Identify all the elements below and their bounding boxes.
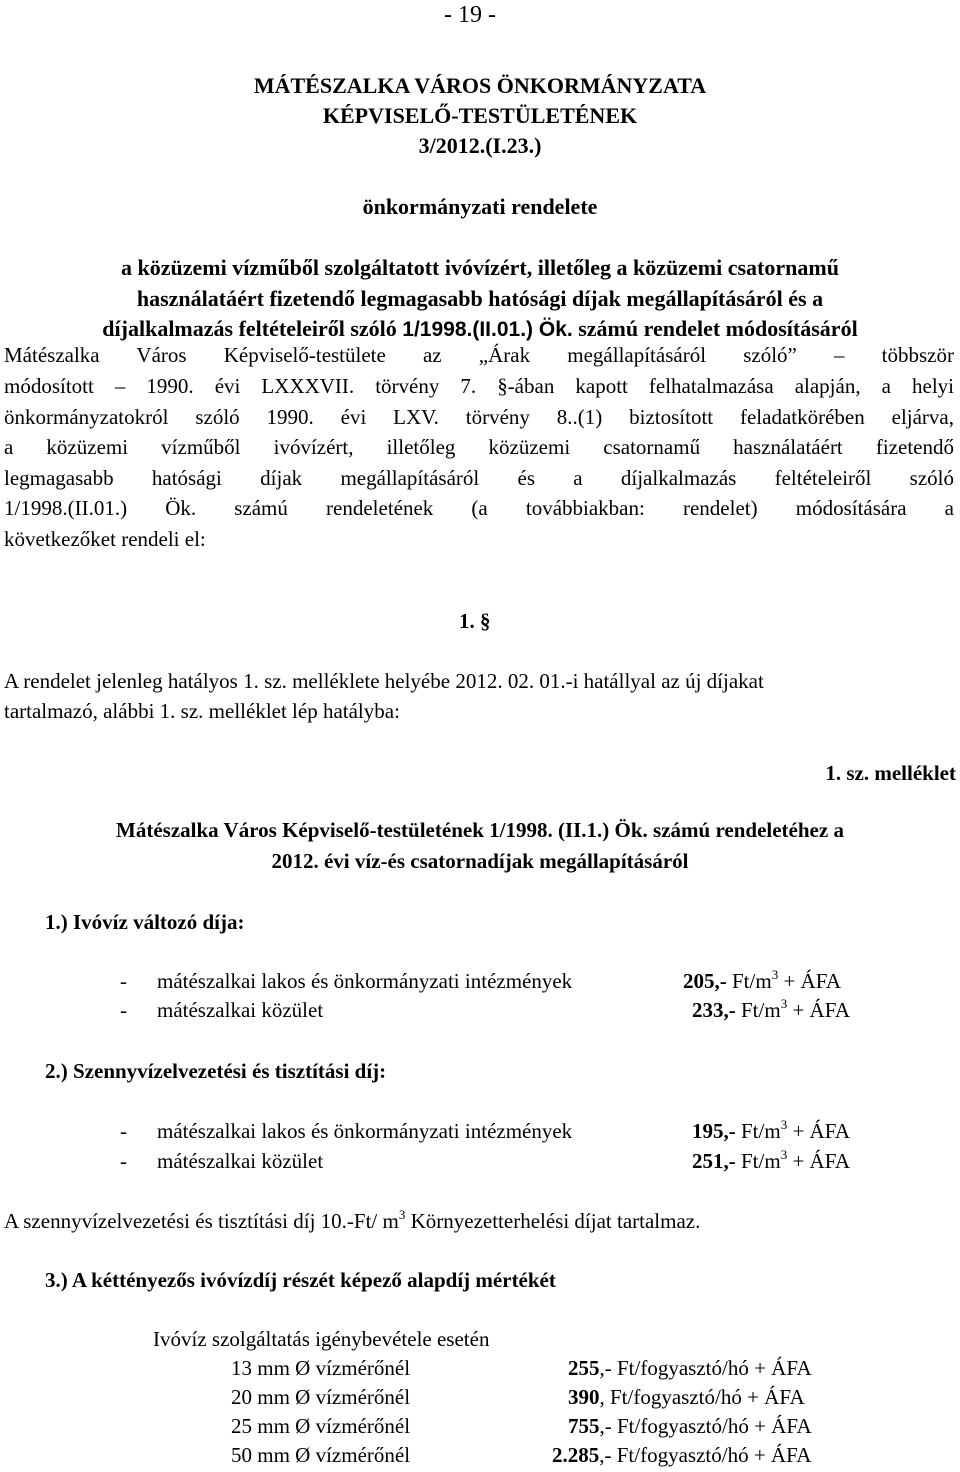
header-line-number: 3/2012.(I.23.) bbox=[418, 133, 542, 158]
base-fee-heading: 3.) A kéttényezős ivóvízdíj részét képező alapdíj mértékét bbox=[45, 1268, 556, 1292]
base-fee-row-4-value: 2.285 bbox=[552, 1443, 600, 1467]
drinking-water-item-2-price bbox=[692, 998, 850, 1023]
sewage-item-2-label: mátészalkai közület bbox=[157, 1149, 324, 1173]
sewage-item-1-sup: 3 bbox=[780, 1117, 788, 1132]
section-number: 1. § bbox=[459, 609, 491, 633]
drinking-water-item-2-dash: - bbox=[120, 998, 127, 1022]
drinking-water-item-1-sup: 3 bbox=[771, 967, 779, 982]
decree-subject-line-3 bbox=[0, 316, 960, 342]
drinking-water-item-2-value: 233,- bbox=[692, 998, 736, 1022]
sewage-item-1-label: mátészalkai lakos és önkormányzati intézmények bbox=[157, 1119, 573, 1143]
drinking-water-item-2-sup: 3 bbox=[780, 996, 788, 1011]
base-fee-row-4-price bbox=[552, 1443, 811, 1468]
drinking-water-item-2-unit: Ft/m bbox=[735, 998, 781, 1022]
base-fee-row-3-rest: ,- Ft/fogyasztó/hó + ÁFA bbox=[599, 1414, 812, 1438]
sewage-item-2-price bbox=[692, 1149, 850, 1174]
preamble-line-2: módosított – 1990. évi LXXXVII. törvény 7. §-ában kapott felhatalmazása alapján, a helyi bbox=[4, 374, 954, 398]
sewage-note-sup: 3 bbox=[398, 1207, 406, 1222]
section-text-line-2: tartalmazó, alábbi 1. sz. melléklet lép hatályba: bbox=[4, 699, 400, 723]
base-fee-row-1-rest: ,- Ft/fogyasztó/hó + ÁFA bbox=[599, 1356, 812, 1380]
subject-3-part-b: 1/1998.(II.01.) Ök. bbox=[402, 318, 573, 341]
decree-subject-line-1: a közüzemi vízműből szolgáltatott ivóvízért, illetőleg a közüzemi csatornamű bbox=[121, 255, 839, 280]
sewage-item-1-unit: Ft/m bbox=[735, 1119, 781, 1143]
sewage-note-part-b: Környezetterhelési díjat tartalmaz. bbox=[405, 1209, 701, 1233]
drinking-water-item-1-value: 205,- bbox=[683, 969, 727, 993]
sewage-note-part-a: A szennyvízelvezetési és tisztítási díj 10.-Ft/ m bbox=[4, 1209, 399, 1233]
preamble-line-6: 1/1998.(II.01.) Ök. számú rendeletének (a továbbiakban: rendelet) módosítására a bbox=[4, 496, 954, 520]
annex-title-line-1: Mátészalka Város Képviselő-testületének 1/1998. (II.1.) Ök. számú rendeletéhez a bbox=[116, 818, 844, 842]
sewage-item-1-value: 195,- bbox=[692, 1119, 736, 1143]
sewage-item-1-dash: - bbox=[120, 1119, 127, 1143]
drinking-water-heading: 1.) Ivóvíz változó díja: bbox=[45, 910, 245, 934]
drinking-water-item-1-unit: Ft/m bbox=[726, 969, 772, 993]
section-text-line-1: A rendelet jelenleg hatályos 1. sz. melléklete helyébe 2012. 02. 01.-i hatállyal az új díjakat bbox=[4, 669, 764, 693]
preamble-line-4: a közüzemi vízműből ivóvízért, illetőleg közüzemi csatornamű használatáért fizetendő bbox=[4, 435, 954, 459]
annex-title-line-2: 2012. évi víz-és csatornadíjak megállapításáról bbox=[271, 849, 689, 873]
annex-label: 1. sz. melléklet bbox=[825, 761, 956, 785]
base-fee-intro: Ivóvíz szolgáltatás igénybevétele esetén bbox=[153, 1327, 490, 1351]
sewage-item-2-dash: - bbox=[120, 1149, 127, 1173]
drinking-water-item-1-tail: + ÁFA bbox=[778, 969, 841, 993]
decree-subject-line-2: használatáért fizetendő legmagasabb hatósági díjak megállapításáról és a bbox=[136, 286, 824, 311]
base-fee-row-4-meter: 50 mm Ø vízmérőnél bbox=[231, 1443, 411, 1467]
header-line-council: KÉPVISELŐ-TESTÜLETÉNEK bbox=[322, 103, 638, 128]
base-fee-row-2-price bbox=[568, 1385, 805, 1410]
page-number: - 19 - bbox=[444, 2, 496, 28]
base-fee-row-2-meter: 20 mm Ø vízmérőnél bbox=[231, 1385, 411, 1409]
sewage-item-2-unit: Ft/m bbox=[735, 1149, 781, 1173]
decree-type: önkormányzati rendelete bbox=[362, 194, 598, 219]
preamble-line-1: Mátészalka Város Képviselő-testülete az „Árak megállapításáról szóló” – többször bbox=[4, 343, 954, 367]
base-fee-row-2-rest: , Ft/fogyasztó/hó + ÁFA bbox=[599, 1385, 805, 1409]
subject-3-part-c: számú rendelet módosításáról bbox=[572, 316, 858, 341]
base-fee-row-2-value: 390 bbox=[568, 1385, 600, 1409]
sewage-item-1-price bbox=[692, 1119, 850, 1144]
sewage-item-2-value: 251,- bbox=[692, 1149, 736, 1173]
base-fee-row-1-price bbox=[568, 1356, 812, 1381]
drinking-water-item-1-dash: - bbox=[120, 969, 127, 993]
base-fee-row-3-value: 755 bbox=[568, 1414, 600, 1438]
base-fee-row-4-rest: ,- Ft/fogyasztó/hó + ÁFA bbox=[599, 1443, 812, 1467]
preamble-line-7: következőket rendeli el: bbox=[4, 527, 206, 551]
preamble-line-3: önkormányzatokról szóló 1990. évi LXV. törvény 8..(1) biztosított feladatkörében eljárva, bbox=[4, 405, 954, 429]
drinking-water-item-2-tail: + ÁFA bbox=[787, 998, 850, 1022]
drinking-water-item-1-label: mátészalkai lakos és önkormányzati intézmények bbox=[157, 969, 573, 993]
base-fee-row-1-value: 255 bbox=[568, 1356, 600, 1380]
preamble-line-5: legmagasabb hatósági díjak megállapításáról és a díjalkalmazás feltételeiről szóló bbox=[4, 466, 954, 490]
sewage-note bbox=[4, 1209, 700, 1234]
base-fee-row-3-meter: 25 mm Ø vízmérőnél bbox=[231, 1414, 411, 1438]
header-line-municipality: MÁTÉSZALKA VÁROS ÖNKORMÁNYZATA bbox=[253, 73, 707, 98]
sewage-heading: 2.) Szennyvízelvezetési és tisztítási díj: bbox=[45, 1059, 387, 1083]
drinking-water-item-2-label: mátészalkai közület bbox=[157, 998, 324, 1022]
sewage-item-2-tail: + ÁFA bbox=[787, 1149, 850, 1173]
base-fee-row-1-meter: 13 mm Ø vízmérőnél bbox=[231, 1356, 411, 1380]
sewage-item-1-tail: + ÁFA bbox=[787, 1119, 850, 1143]
subject-3-part-a: díjalkalmazás feltételeiről szóló bbox=[102, 316, 403, 341]
drinking-water-item-1-price bbox=[683, 969, 841, 994]
base-fee-row-3-price bbox=[568, 1414, 812, 1439]
sewage-item-2-sup: 3 bbox=[780, 1147, 788, 1162]
